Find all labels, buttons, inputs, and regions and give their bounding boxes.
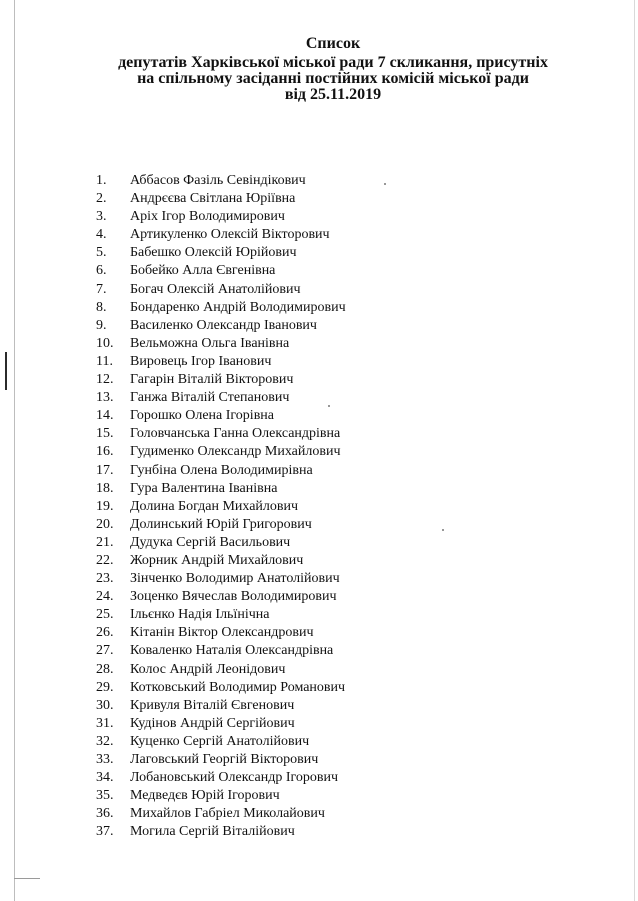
- list-item-number: 26.: [96, 625, 114, 641]
- list-item-number: 28.: [96, 661, 114, 677]
- list-item: [96, 679, 346, 697]
- list-item: [96, 661, 346, 679]
- list-item: [96, 389, 346, 407]
- list-item: [96, 244, 346, 262]
- list-item-number: 25.: [96, 607, 114, 623]
- list-item-number: 37.: [96, 824, 114, 840]
- list-item-number: 1.: [96, 173, 107, 188]
- list-item-name: Аріх Ігор Володимирович: [130, 209, 285, 225]
- list-item-name: Вировець Ігор Іванович: [130, 353, 272, 369]
- list-item-name: Зінченко Володимир Анатолійович: [130, 571, 340, 587]
- list-item-name: Вельможна Ольга Іванівна: [130, 335, 290, 351]
- list-item: [96, 624, 346, 642]
- list-item-number: 18.: [96, 480, 114, 496]
- list-item-number: 19.: [96, 498, 114, 514]
- list-item-name: Василенко Олександр Іванович: [130, 317, 317, 333]
- document-subtitle-line: на спільному засіданні постійних комісій міської ради: [137, 70, 529, 87]
- list-item-name: Медведєв Юрій Ігорович: [130, 788, 280, 804]
- scan-edge-right: [634, 0, 635, 901]
- list-item: [96, 534, 346, 552]
- list-item: [96, 498, 346, 516]
- list-item-number: 20.: [96, 516, 114, 532]
- scan-speck: [442, 529, 444, 531]
- list-item: [96, 407, 346, 425]
- scan-mark: [5, 352, 7, 390]
- document-header: [0, 36, 638, 103]
- list-item-name: Долинський Юрій Григорович: [130, 516, 312, 532]
- list-item-number: 8.: [96, 299, 107, 315]
- list-item-name: Аббасов Фазіль Севіндікович: [130, 173, 306, 188]
- list-item-number: 3.: [96, 209, 107, 225]
- list-item: [96, 371, 346, 389]
- list-item-name: Гудименко Олександр Михайлович: [130, 444, 341, 460]
- list-item: [96, 425, 346, 443]
- list-item-name: Кудінов Андрій Сергійович: [130, 715, 295, 731]
- list-item: [96, 751, 346, 769]
- list-item: [96, 552, 346, 570]
- list-item-number: 21.: [96, 534, 114, 550]
- list-item-name: Гура Валентина Іванівна: [130, 480, 278, 496]
- list-item-number: 11.: [96, 353, 113, 369]
- list-item-number: 16.: [96, 444, 114, 460]
- list-item-number: 12.: [96, 372, 114, 388]
- list-item-number: 17.: [96, 462, 114, 478]
- list-item: [96, 588, 346, 606]
- list-item: [96, 823, 346, 841]
- list-item-name: Головчанська Ганна Олександрівна: [130, 426, 341, 442]
- list-item-number: 33.: [96, 752, 114, 767]
- list-item: [96, 462, 346, 480]
- list-item-name: Гагарін Віталій Вікторович: [130, 372, 294, 388]
- list-item: [96, 715, 346, 733]
- list-item-name: Богач Олексій Анатолійович: [130, 281, 301, 297]
- list-item-number: 6.: [96, 263, 107, 279]
- list-item-name: Кривуля Віталій Євгенович: [130, 697, 295, 713]
- list-item: [96, 805, 346, 823]
- list-item-number: 4.: [96, 227, 107, 243]
- list-item-number: 22.: [96, 552, 114, 568]
- list-item-name: Лаговський Георгій Вікторович: [130, 752, 319, 767]
- list-item-name: Котковський Володимир Романович: [130, 679, 346, 695]
- list-item-number: 36.: [96, 806, 114, 822]
- list-item-name: Дудука Сергій Васильович: [130, 534, 291, 550]
- list-item: [96, 642, 346, 660]
- list-item-number: 9.: [96, 317, 107, 333]
- list-item-number: 23.: [96, 571, 114, 587]
- list-item-number: 35.: [96, 788, 114, 804]
- list-item: [96, 516, 346, 534]
- list-item-number: 34.: [96, 770, 114, 786]
- list-item-name: Куценко Сергій Анатолійович: [130, 733, 310, 749]
- list-item-number: 7.: [96, 281, 107, 297]
- list-item: [96, 769, 346, 787]
- document-subtitle-line: депутатів Харківської міської ради 7 скликання, присутніх: [118, 54, 548, 71]
- list-item-name: Зоценко Вячеслав Володимирович: [130, 589, 337, 605]
- list-item-name: Ганжа Віталій Степанович: [130, 390, 290, 406]
- list-item-name: Ільєнко Надія Ільїнічна: [130, 607, 270, 623]
- list-item: [96, 353, 346, 371]
- deputy-list: [96, 172, 346, 841]
- list-item-name: Горошко Олена Ігорівна: [130, 408, 275, 424]
- list-item: [96, 570, 346, 588]
- list-item-name: Могила Сергій Віталійович: [130, 824, 295, 840]
- list-item-number: 13.: [96, 390, 114, 406]
- list-item-name: Гунбіна Олена Володимирівна: [130, 462, 313, 478]
- list-item: [96, 317, 346, 335]
- list-item-number: 27.: [96, 643, 114, 659]
- list-item-number: 2.: [96, 191, 107, 207]
- list-item-name: Кітанін Віктор Олександрович: [130, 625, 314, 641]
- list-item-number: 10.: [96, 335, 114, 351]
- list-item: [96, 226, 346, 244]
- list-item: [96, 208, 346, 226]
- list-item-name: Бондаренко Андрій Володимирович: [130, 299, 346, 315]
- scan-edge-left: [14, 0, 15, 901]
- list-item: [96, 480, 346, 498]
- scan-speck: [384, 183, 386, 185]
- list-item-number: 29.: [96, 679, 114, 695]
- list-item-name: Коваленко Наталія Олександрівна: [130, 643, 334, 659]
- list-item: [96, 606, 346, 624]
- list-item: [96, 335, 346, 353]
- list-item-number: 32.: [96, 733, 114, 749]
- list-item-number: 15.: [96, 426, 114, 442]
- list-item: [96, 299, 346, 317]
- list-item: [96, 697, 346, 715]
- document-date: від 25.11.2019: [284, 86, 382, 103]
- list-item-name: Артикуленко Олексій Вікторович: [130, 227, 330, 243]
- list-item-number: 5.: [96, 245, 107, 261]
- list-item-number: 30.: [96, 697, 114, 713]
- list-item-number: 31.: [96, 715, 114, 731]
- list-item: [96, 172, 346, 190]
- list-item: [96, 787, 346, 805]
- list-item-number: 14.: [96, 408, 114, 424]
- list-item-name: Михайлов Габріел Миколайович: [130, 806, 325, 822]
- list-item: [96, 733, 346, 751]
- list-item-name: Бабешко Олексій Юрійович: [130, 245, 297, 261]
- document-title: Список: [305, 35, 361, 52]
- list-item-name: Колос Андрій Леонідович: [130, 661, 286, 677]
- list-item-name: Андрєєва Світлана Юріївна: [130, 191, 296, 207]
- list-item-name: Лобановський Олександр Ігорович: [130, 770, 339, 786]
- list-item: [96, 190, 346, 208]
- list-item: [96, 443, 346, 461]
- scan-corner-mark: [14, 878, 40, 879]
- list-item: [96, 262, 346, 280]
- list-item-name: Бобейко Алла Євгенівна: [130, 263, 276, 279]
- list-item-name: Жорник Андрій Михайлович: [130, 552, 304, 568]
- list-item-name: Долина Богдан Михайлович: [130, 498, 299, 514]
- list-item: [96, 281, 346, 299]
- list-item-number: 24.: [96, 589, 114, 605]
